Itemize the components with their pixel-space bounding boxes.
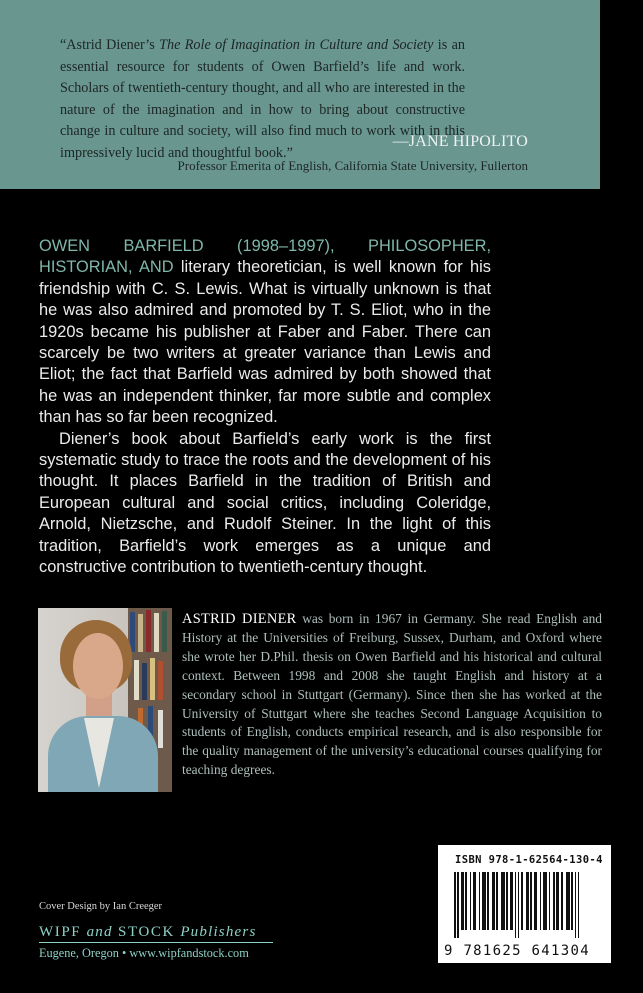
barcode-bars [454, 872, 600, 938]
publisher-name-2: STOCK [112, 924, 181, 940]
publisher-location: Eugene, Oregon • www.wipfandstock.com [39, 946, 249, 960]
publisher-logo [39, 924, 273, 943]
face [73, 633, 123, 699]
description-paragraph-1: literary theoretician, is well known for his friendship with C. S. Lewis. What is virtually unknown is that he was also admired and promoted by T. S. Eliot, who in the 1920s became his publisher at Faber and Faber. There can scarcely be two writers at greater variance than Lewis and Eliot; the fact that Barfield was admired by both showed that he was an independent thinker, far more subtle and complex than has so far been recognized. [39, 258, 491, 427]
author-bio [182, 610, 602, 780]
description-lead-in: OWEN BARFIELD (1998–1997), PHILOSOPHER, HISTORIAN, AND [39, 237, 491, 277]
book-title: The Role of Imagination in Culture and Society [159, 37, 434, 53]
isbn-label: ISBN 978-1-62564-130-4 [455, 854, 603, 866]
endorser-name: —JANE HIPOLITO [392, 133, 528, 150]
endorser-affiliation: Professor Emerita of English, California State University, Fullerton [177, 158, 528, 173]
book-description [39, 236, 491, 579]
description-paragraph-2: Diener’s book about Barfield’s early work is the first systematic study to trace the roots and the development of his thought. It places Barfield in the tradition of British and European cultural and social critics, including Coleridge, Arnold, Nietzsche, and Rudolf Steiner. In the light of this tradition, Barfield’s work emerges as a unique and constructive contribution to twentieth-century thought. [39, 429, 491, 577]
quote-body: is an essential resource for students of Owen Barfield’s life and work. Scholars of twentieth-century thought, and all who are interested in the nature of the imagination and in how to bring about constructive change in culture and society, will also find much to work with in this impressively lucid and thoughtful book.” [60, 37, 466, 161]
quote-opening: “Astrid Diener’s [60, 37, 160, 53]
cover-design-credit: Cover Design by Ian Creeger [39, 901, 163, 912]
isbn-digits: 9 781625 641304 [444, 943, 590, 959]
isbn-barcode [438, 845, 611, 963]
publisher-and: and [86, 924, 113, 940]
endorsement-panel [0, 0, 600, 189]
publisher-name-3: Publishers [180, 924, 257, 940]
publisher-name-1: WIPF [39, 924, 87, 940]
author-name: ASTRID DIENER [182, 611, 297, 627]
author-bio-text: was born in 1967 in Germany. She read English and History at the Universities of Freiburg, Sussex, Durham, and Oxford where she wrote her D.Phil. thesis on Owen Barfield and his historical and cultural context. Between 1998 and 2008 she taught English and history at a secondary school in Stuttgart (Germany). Since then she has worked at the University of Stuttgart where she teaches Second Language Acquisition to students of English, conducts empirical research, and is also responsible for the quality management of the university’s educational courses qualifying for teaching degrees. [182, 611, 602, 778]
author-photo [38, 608, 172, 792]
